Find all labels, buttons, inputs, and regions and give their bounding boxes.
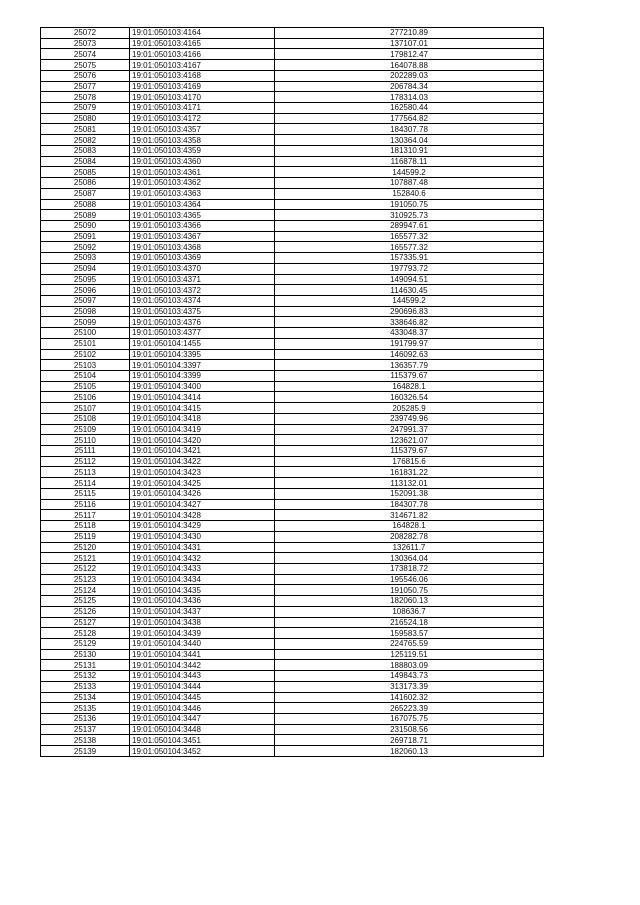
cadastral-number-cell: 19:01:050103:4371	[130, 274, 275, 285]
value-cell: 177564.82	[275, 113, 544, 124]
cadastral-number-cell: 19:01:050104:3427	[130, 499, 275, 510]
cadastral-number-cell: 19:01:050104:3422	[130, 456, 275, 467]
cadastral-number-cell: 19:01:050103:4357	[130, 124, 275, 135]
value-cell: 202289.03	[275, 70, 544, 81]
row-id-cell: 25113	[41, 467, 130, 478]
value-cell: 208282.78	[275, 531, 544, 542]
row-id-cell: 25084	[41, 156, 130, 167]
value-cell: 162580.44	[275, 103, 544, 114]
cadastral-number-cell: 19:01:050103:4170	[130, 92, 275, 103]
cadastral-number-cell: 19:01:050103:4361	[130, 167, 275, 178]
table-row	[41, 703, 544, 714]
table-row	[41, 714, 544, 725]
table-row	[41, 478, 544, 489]
table-row	[41, 70, 544, 81]
row-id-cell: 25119	[41, 531, 130, 542]
value-cell: 205285.9	[275, 403, 544, 414]
cadastral-number-cell: 19:01:050103:4168	[130, 70, 275, 81]
value-cell: 165577.32	[275, 242, 544, 253]
cadastral-number-cell: 19:01:050103:4372	[130, 285, 275, 296]
cadastral-number-cell: 19:01:050104:3426	[130, 488, 275, 499]
row-id-cell: 25122	[41, 563, 130, 574]
value-cell: 144599.2	[275, 295, 544, 306]
table-row	[41, 446, 544, 457]
row-id-cell: 25089	[41, 210, 130, 221]
value-cell: 125119.51	[275, 649, 544, 660]
table-row	[41, 488, 544, 499]
table-row	[41, 124, 544, 135]
cadastral-number-cell: 19:01:050104:3414	[130, 392, 275, 403]
value-cell: 191050.75	[275, 199, 544, 210]
cadastral-number-cell: 19:01:050104:3437	[130, 606, 275, 617]
cadastral-number-cell: 19:01:050104:3397	[130, 360, 275, 371]
value-cell: 182060.13	[275, 746, 544, 757]
row-id-cell: 25099	[41, 317, 130, 328]
value-cell: 159583.57	[275, 628, 544, 639]
row-id-cell: 25111	[41, 446, 130, 457]
row-id-cell: 25074	[41, 49, 130, 60]
row-id-cell: 25086	[41, 178, 130, 189]
row-id-cell: 25130	[41, 649, 130, 660]
cadastral-number-cell: 19:01:050103:4360	[130, 156, 275, 167]
cadastral-number-cell: 19:01:050104:1455	[130, 338, 275, 349]
row-id-cell: 25134	[41, 692, 130, 703]
cadastral-number-cell: 19:01:050104:3442	[130, 660, 275, 671]
cadastral-number-cell: 19:01:050104:3395	[130, 349, 275, 360]
table-row	[41, 596, 544, 607]
value-cell: 206784.34	[275, 81, 544, 92]
value-cell: 269718.71	[275, 735, 544, 746]
cadastral-number-cell: 19:01:050104:3444	[130, 681, 275, 692]
row-id-cell: 25132	[41, 671, 130, 682]
value-cell: 182060.13	[275, 596, 544, 607]
value-cell: 114630.45	[275, 285, 544, 296]
table-row	[41, 638, 544, 649]
value-cell: 313173.39	[275, 681, 544, 692]
row-id-cell: 25103	[41, 360, 130, 371]
cadastral-number-cell: 19:01:050103:4169	[130, 81, 275, 92]
row-id-cell: 25096	[41, 285, 130, 296]
value-cell: 164828.1	[275, 381, 544, 392]
table-row	[41, 338, 544, 349]
table-row	[41, 274, 544, 285]
value-cell: 132611.7	[275, 542, 544, 553]
value-cell: 247991.37	[275, 424, 544, 435]
table-row	[41, 306, 544, 317]
row-id-cell: 25139	[41, 746, 130, 757]
cadastral-number-cell: 19:01:050104:3428	[130, 510, 275, 521]
row-id-cell: 25102	[41, 349, 130, 360]
row-id-cell: 25073	[41, 38, 130, 49]
value-cell: 164828.1	[275, 521, 544, 532]
cadastral-number-cell: 19:01:050104:3445	[130, 692, 275, 703]
cadastral-number-cell: 19:01:050104:3431	[130, 542, 275, 553]
cadastral-number-cell: 19:01:050104:3441	[130, 649, 275, 660]
value-cell: 160326.54	[275, 392, 544, 403]
table-row	[41, 628, 544, 639]
table-row	[41, 671, 544, 682]
value-cell: 191799.97	[275, 338, 544, 349]
cadastral-number-cell: 19:01:050104:3423	[130, 467, 275, 478]
row-id-cell: 25124	[41, 585, 130, 596]
value-cell: 137107.01	[275, 38, 544, 49]
row-id-cell: 25117	[41, 510, 130, 521]
table-row	[41, 681, 544, 692]
row-id-cell: 25128	[41, 628, 130, 639]
row-id-cell: 25082	[41, 135, 130, 146]
value-cell: 108636.7	[275, 606, 544, 617]
row-id-cell: 25115	[41, 488, 130, 499]
row-id-cell: 25101	[41, 338, 130, 349]
cadastral-number-cell: 19:01:050103:4167	[130, 60, 275, 71]
cadastral-number-cell: 19:01:050103:4368	[130, 242, 275, 253]
row-id-cell: 25091	[41, 231, 130, 242]
value-cell: 173818.72	[275, 563, 544, 574]
value-cell: 188803.09	[275, 660, 544, 671]
cadastral-number-cell: 19:01:050104:3415	[130, 403, 275, 414]
value-cell: 277210.89	[275, 28, 544, 39]
table-row	[41, 49, 544, 60]
row-id-cell: 25108	[41, 413, 130, 424]
value-cell: 165577.32	[275, 231, 544, 242]
cadastral-number-cell: 19:01:050104:3448	[130, 724, 275, 735]
value-cell: 184307.78	[275, 124, 544, 135]
value-cell: 231508.56	[275, 724, 544, 735]
table-row	[41, 242, 544, 253]
row-id-cell: 25098	[41, 306, 130, 317]
row-id-cell: 25072	[41, 28, 130, 39]
cadastral-number-cell: 19:01:050104:3399	[130, 371, 275, 382]
table-row	[41, 371, 544, 382]
table-row	[41, 435, 544, 446]
value-cell: 152091.38	[275, 488, 544, 499]
value-cell: 181310.91	[275, 145, 544, 156]
table-body	[41, 28, 544, 757]
table-row	[41, 103, 544, 114]
table-row	[41, 60, 544, 71]
value-cell: 310925.73	[275, 210, 544, 221]
cadastral-number-cell: 19:01:050103:4172	[130, 113, 275, 124]
table-row	[41, 156, 544, 167]
row-id-cell: 25097	[41, 295, 130, 306]
table-row	[41, 220, 544, 231]
value-cell: 146092.63	[275, 349, 544, 360]
cadastral-number-cell: 19:01:050104:3451	[130, 735, 275, 746]
value-cell: 178314.03	[275, 92, 544, 103]
table-row	[41, 381, 544, 392]
cadastral-number-cell: 19:01:050104:3400	[130, 381, 275, 392]
value-cell: 164078.88	[275, 60, 544, 71]
row-id-cell: 25100	[41, 328, 130, 339]
row-id-cell: 25077	[41, 81, 130, 92]
data-table	[40, 27, 544, 757]
table-row	[41, 263, 544, 274]
table-row	[41, 606, 544, 617]
row-id-cell: 25105	[41, 381, 130, 392]
value-cell: 130364.04	[275, 553, 544, 564]
table-row	[41, 92, 544, 103]
row-id-cell: 25090	[41, 220, 130, 231]
table-row	[41, 135, 544, 146]
value-cell: 136357.79	[275, 360, 544, 371]
table-row	[41, 349, 544, 360]
row-id-cell: 25123	[41, 574, 130, 585]
value-cell: 290696.83	[275, 306, 544, 317]
row-id-cell: 25112	[41, 456, 130, 467]
row-id-cell: 25076	[41, 70, 130, 81]
value-cell: 113132.01	[275, 478, 544, 489]
cadastral-number-cell: 19:01:050104:3446	[130, 703, 275, 714]
table-row	[41, 735, 544, 746]
cadastral-number-cell: 19:01:050103:4369	[130, 253, 275, 264]
table-row	[41, 660, 544, 671]
cadastral-number-cell: 19:01:050103:4362	[130, 178, 275, 189]
row-id-cell: 25107	[41, 403, 130, 414]
cadastral-number-cell: 19:01:050103:4359	[130, 145, 275, 156]
table-row	[41, 392, 544, 403]
row-id-cell: 25131	[41, 660, 130, 671]
table-row	[41, 28, 544, 39]
row-id-cell: 25121	[41, 553, 130, 564]
cadastral-number-cell: 19:01:050104:3425	[130, 478, 275, 489]
row-id-cell: 25078	[41, 92, 130, 103]
value-cell: 433048.37	[275, 328, 544, 339]
cadastral-number-cell: 19:01:050104:3439	[130, 628, 275, 639]
table-row	[41, 167, 544, 178]
row-id-cell: 25092	[41, 242, 130, 253]
cadastral-number-cell: 19:01:050104:3438	[130, 617, 275, 628]
cadastral-number-cell: 19:01:050103:4374	[130, 295, 275, 306]
row-id-cell: 25137	[41, 724, 130, 735]
cadastral-number-cell: 19:01:050103:4166	[130, 49, 275, 60]
row-id-cell: 25088	[41, 199, 130, 210]
value-cell: 115379.67	[275, 371, 544, 382]
table-row	[41, 553, 544, 564]
value-cell: 116878.11	[275, 156, 544, 167]
row-id-cell: 25104	[41, 371, 130, 382]
cadastral-number-cell: 19:01:050104:3433	[130, 563, 275, 574]
cadastral-number-cell: 19:01:050104:3432	[130, 553, 275, 564]
row-id-cell: 25127	[41, 617, 130, 628]
table-row	[41, 456, 544, 467]
cadastral-number-cell: 19:01:050104:3443	[130, 671, 275, 682]
table-row	[41, 521, 544, 532]
table-row	[41, 81, 544, 92]
table-row	[41, 145, 544, 156]
table-row	[41, 360, 544, 371]
row-id-cell: 25110	[41, 435, 130, 446]
table-row	[41, 542, 544, 553]
table-row	[41, 499, 544, 510]
value-cell: 224765.59	[275, 638, 544, 649]
cadastral-number-cell: 19:01:050103:4365	[130, 210, 275, 221]
value-cell: 149094.51	[275, 274, 544, 285]
table-row	[41, 510, 544, 521]
table-row	[41, 295, 544, 306]
cadastral-number-cell: 19:01:050103:4164	[130, 28, 275, 39]
row-id-cell: 25118	[41, 521, 130, 532]
row-id-cell: 25075	[41, 60, 130, 71]
cadastral-number-cell: 19:01:050103:4366	[130, 220, 275, 231]
table-row	[41, 113, 544, 124]
table-row	[41, 574, 544, 585]
value-cell: 338646.82	[275, 317, 544, 328]
cadastral-number-cell: 19:01:050103:4171	[130, 103, 275, 114]
row-id-cell: 25138	[41, 735, 130, 746]
value-cell: 197793.72	[275, 263, 544, 274]
table-row	[41, 178, 544, 189]
cadastral-number-cell: 19:01:050104:3421	[130, 446, 275, 457]
row-id-cell: 25093	[41, 253, 130, 264]
value-cell: 130364.04	[275, 135, 544, 146]
cadastral-number-cell: 19:01:050104:3418	[130, 413, 275, 424]
cadastral-number-cell: 19:01:050103:4370	[130, 263, 275, 274]
value-cell: 152840.6	[275, 188, 544, 199]
value-cell: 167075.75	[275, 714, 544, 725]
row-id-cell: 25135	[41, 703, 130, 714]
row-id-cell: 25116	[41, 499, 130, 510]
cadastral-number-cell: 19:01:050104:3452	[130, 746, 275, 757]
value-cell: 195546.06	[275, 574, 544, 585]
value-cell: 216524.18	[275, 617, 544, 628]
cadastral-number-cell: 19:01:050103:4375	[130, 306, 275, 317]
table-row	[41, 253, 544, 264]
cadastral-number-cell: 19:01:050104:3434	[130, 574, 275, 585]
row-id-cell: 25129	[41, 638, 130, 649]
value-cell: 157335.91	[275, 253, 544, 264]
value-cell: 176815.6	[275, 456, 544, 467]
row-id-cell: 25133	[41, 681, 130, 692]
value-cell: 314671.82	[275, 510, 544, 521]
cadastral-number-cell: 19:01:050104:3436	[130, 596, 275, 607]
row-id-cell: 25114	[41, 478, 130, 489]
row-id-cell: 25094	[41, 263, 130, 274]
value-cell: 289947.61	[275, 220, 544, 231]
table-row	[41, 403, 544, 414]
row-id-cell: 25079	[41, 103, 130, 114]
value-cell: 123621.07	[275, 435, 544, 446]
cadastral-number-cell: 19:01:050103:4363	[130, 188, 275, 199]
row-id-cell: 25120	[41, 542, 130, 553]
cadastral-number-cell: 19:01:050103:4165	[130, 38, 275, 49]
cadastral-number-cell: 19:01:050104:3447	[130, 714, 275, 725]
value-cell: 184307.78	[275, 499, 544, 510]
cadastral-number-cell: 19:01:050103:4367	[130, 231, 275, 242]
cadastral-number-cell: 19:01:050103:4358	[130, 135, 275, 146]
table-row	[41, 617, 544, 628]
row-id-cell: 25087	[41, 188, 130, 199]
cadastral-number-cell: 19:01:050104:3430	[130, 531, 275, 542]
row-id-cell: 25109	[41, 424, 130, 435]
row-id-cell: 25080	[41, 113, 130, 124]
cadastral-number-cell: 19:01:050104:3419	[130, 424, 275, 435]
value-cell: 265223.39	[275, 703, 544, 714]
row-id-cell: 25106	[41, 392, 130, 403]
row-id-cell: 25081	[41, 124, 130, 135]
cadastral-number-cell: 19:01:050103:4376	[130, 317, 275, 328]
row-id-cell: 25095	[41, 274, 130, 285]
cadastral-number-cell: 19:01:050103:4364	[130, 199, 275, 210]
table-row	[41, 746, 544, 757]
cadastral-number-cell: 19:01:050104:3429	[130, 521, 275, 532]
table-row	[41, 285, 544, 296]
value-cell: 239749.96	[275, 413, 544, 424]
table-row	[41, 531, 544, 542]
table-row	[41, 188, 544, 199]
row-id-cell: 25083	[41, 145, 130, 156]
table-row	[41, 210, 544, 221]
table-row	[41, 692, 544, 703]
value-cell: 149843.73	[275, 671, 544, 682]
value-cell: 161831.22	[275, 467, 544, 478]
cadastral-number-cell: 19:01:050104:3435	[130, 585, 275, 596]
table-row	[41, 328, 544, 339]
table-row	[41, 413, 544, 424]
row-id-cell: 25136	[41, 714, 130, 725]
value-cell: 115379.67	[275, 446, 544, 457]
cadastral-number-cell: 19:01:050104:3440	[130, 638, 275, 649]
table-row	[41, 467, 544, 478]
value-cell: 144599.2	[275, 167, 544, 178]
value-cell: 141602.32	[275, 692, 544, 703]
table-row	[41, 38, 544, 49]
table-row	[41, 563, 544, 574]
row-id-cell: 25125	[41, 596, 130, 607]
table-row	[41, 424, 544, 435]
value-cell: 179812.47	[275, 49, 544, 60]
table-row	[41, 317, 544, 328]
cadastral-number-cell: 19:01:050103:4377	[130, 328, 275, 339]
table-row	[41, 585, 544, 596]
cadastral-number-cell: 19:01:050104:3420	[130, 435, 275, 446]
table-row	[41, 231, 544, 242]
table-row	[41, 724, 544, 735]
row-id-cell: 25126	[41, 606, 130, 617]
table-row	[41, 199, 544, 210]
row-id-cell: 25085	[41, 167, 130, 178]
value-cell: 107887.48	[275, 178, 544, 189]
table-row	[41, 649, 544, 660]
value-cell: 191050.75	[275, 585, 544, 596]
